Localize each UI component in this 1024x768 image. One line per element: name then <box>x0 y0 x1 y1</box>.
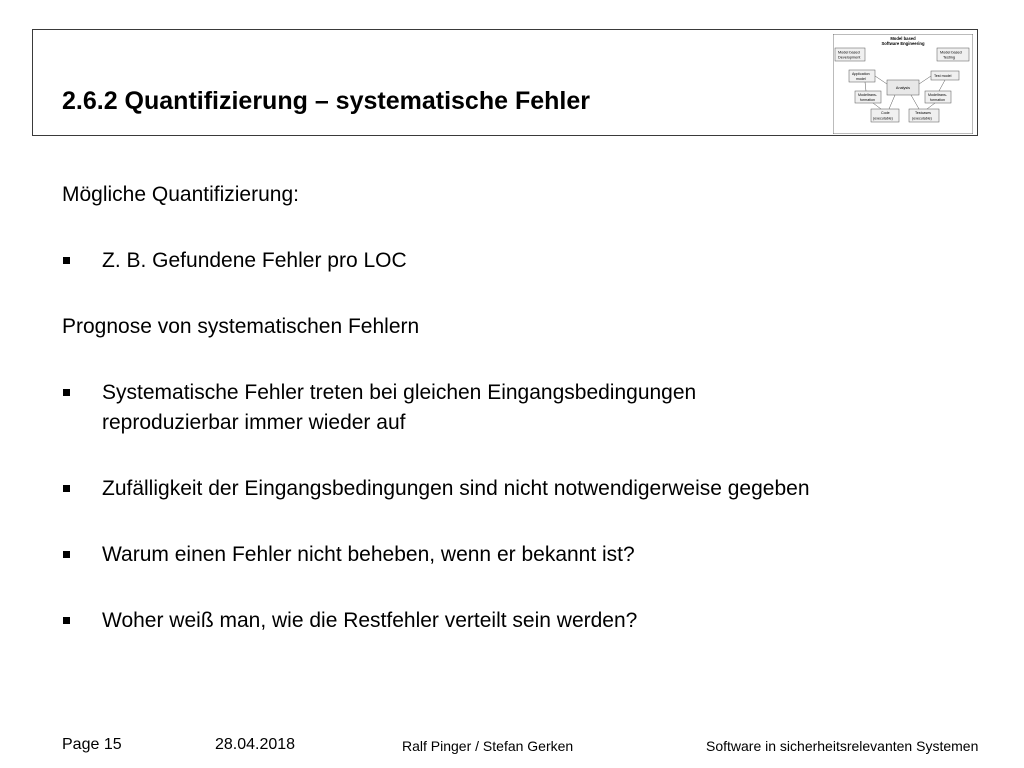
trans-right-line1: Modeltrans- <box>928 93 947 97</box>
slide-title: 2.6.2 Quantifizierung – systematische Fehler <box>62 87 590 115</box>
bullet-item <box>62 474 992 504</box>
bullet-text: Zufälligkeit der Eingangsbedingungen sind nicht notwendigerweise gegeben <box>102 477 810 500</box>
bullet-item <box>62 606 992 636</box>
slide-body <box>62 180 992 636</box>
square-bullet-icon <box>63 551 70 558</box>
testcases-line2: (executable) <box>912 116 932 121</box>
analysis-label: Analysis <box>895 86 911 90</box>
app-model-line2: model <box>856 77 866 81</box>
bullet-text: Warum einen Fehler nicht beheben, wenn er bekannt ist? <box>102 543 635 566</box>
bullet-text: Woher weiß man, wie die Restfehler verteilt sein werden? <box>102 609 638 632</box>
footer-course: Software in sicherheitsrelevanten Systemen <box>706 738 979 754</box>
trans-left-line2: formation <box>860 98 875 102</box>
test-model-label: Test model <box>934 74 952 78</box>
testcases-line1: Testcases <box>915 111 931 115</box>
diagram-title-line1: Model based <box>890 36 916 41</box>
bullet-text: Systematische Fehler treten bei gleichen Eingangsbedingungen <box>102 381 697 404</box>
app-model-line1: Application <box>852 72 870 76</box>
left-box-line2: Development <box>838 55 861 60</box>
footer-authors: Ralf Pinger / Stefan Gerken <box>402 738 574 754</box>
left-box-line1: Model based <box>838 50 860 55</box>
square-bullet-icon <box>63 617 70 624</box>
bullet-item <box>62 246 992 276</box>
trans-right-line2: formation <box>930 98 945 102</box>
trans-left-line1: Modeltrans- <box>858 93 877 97</box>
right-box-line2: Testing <box>943 55 956 60</box>
footer-page: Page 15 <box>62 736 122 753</box>
square-bullet-icon <box>63 257 70 264</box>
code-line1: Code <box>881 111 890 115</box>
heading-quantification: Mögliche Quantifizierung: <box>62 183 299 206</box>
model-based-se-diagram <box>833 34 973 134</box>
right-box-line1: Model based <box>940 50 962 55</box>
diagram-title-line2: Software Engineering <box>881 41 925 46</box>
square-bullet-icon <box>63 389 70 396</box>
bullet-item <box>62 540 992 570</box>
bullet-text: Z. B. Gefundene Fehler pro LOC <box>102 249 407 272</box>
heading-prognosis: Prognose von systematischen Fehlern <box>62 315 420 338</box>
bullet-text-continued: reproduzierbar immer wieder auf <box>102 411 406 434</box>
code-line2: (executable) <box>873 116 893 121</box>
bullet-item <box>62 378 992 438</box>
footer-date: 28.04.2018 <box>215 736 296 753</box>
square-bullet-icon <box>63 485 70 492</box>
